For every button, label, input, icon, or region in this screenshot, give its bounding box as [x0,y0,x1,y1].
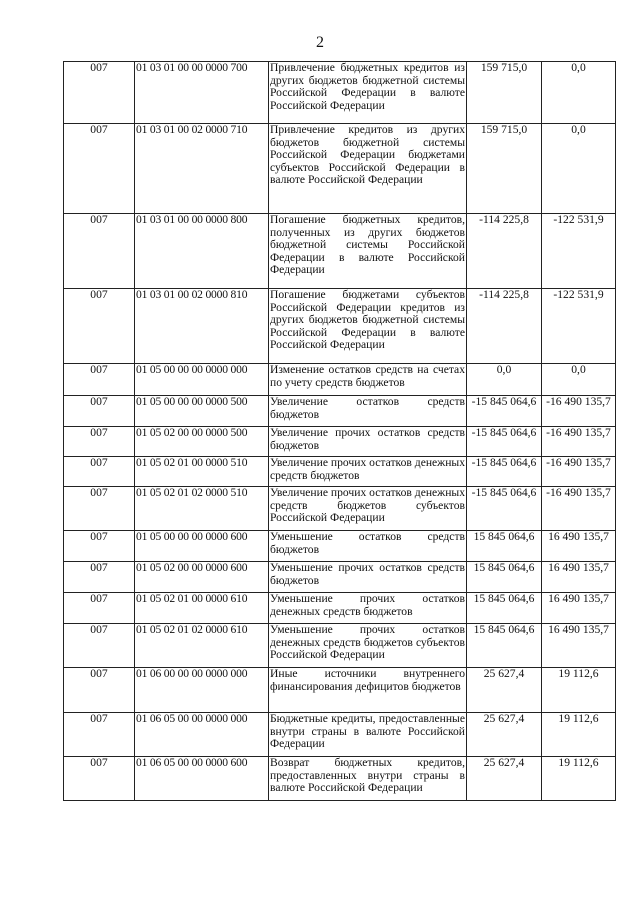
amount-year2-cell: -16 490 135,7 [542,396,616,427]
table-row [64,364,616,396]
amount-year2-cell: -16 490 135,7 [542,487,616,531]
admin-code-cell: 007 [64,124,135,214]
amount-year1-cell: 159 715,0 [467,124,542,214]
admin-code-cell: 007 [64,487,135,531]
table-row [64,593,616,624]
amount-year1-cell: 25 627,4 [467,713,542,757]
admin-code-cell: 007 [64,531,135,562]
source-name-cell: Погашение бюджетами субъектов Российской Федерации кредитов из других бюджетов бюджетной системы Российской Федерации в валюте Российской Федерации [269,289,467,364]
admin-code-cell: 007 [64,562,135,593]
budget-code-cell: 01 06 00 00 00 0000 000 [135,668,269,713]
table-row [64,487,616,531]
table-row [64,214,616,289]
source-name-cell: Погашение бюджетных кредитов, полученных из других бюджетов бюджетной системы Российской Федерации в валюте Российской Федерации [269,214,467,289]
amount-year1-cell: -15 845 064,6 [467,457,542,487]
amount-year2-cell: -122 531,9 [542,289,616,364]
table-row [64,757,616,801]
budget-code-cell: 01 03 01 00 02 0000 810 [135,289,269,364]
admin-code-cell: 007 [64,364,135,396]
amount-year2-cell: 0,0 [542,364,616,396]
amount-year2-cell: -16 490 135,7 [542,457,616,487]
budget-code-cell: 01 03 01 00 00 0000 800 [135,214,269,289]
table-row [64,624,616,668]
amount-year2-cell: 16 490 135,7 [542,531,616,562]
budget-code-cell: 01 05 00 00 00 0000 000 [135,364,269,396]
admin-code-cell: 007 [64,396,135,427]
amount-year1-cell: 0,0 [467,364,542,396]
source-name-cell: Бюджетные кредиты, предоставленные внутри страны в валюте Российской Федерации [269,713,467,757]
source-name-cell: Уменьшение остатков средств бюджетов [269,531,467,562]
amount-year1-cell: 15 845 064,6 [467,593,542,624]
budget-code-cell: 01 03 01 00 02 0000 710 [135,124,269,214]
admin-code-cell: 007 [64,214,135,289]
amount-year2-cell: 16 490 135,7 [542,593,616,624]
table-row [64,289,616,364]
source-name-cell: Увеличение прочих остатков средств бюджетов [269,427,467,457]
amount-year2-cell: 19 112,6 [542,713,616,757]
source-name-cell: Уменьшение прочих остатков денежных средств бюджетов [269,593,467,624]
admin-code-cell: 007 [64,713,135,757]
source-name-cell: Уменьшение прочих остатков денежных средств бюджетов субъектов Российской Федерации [269,624,467,668]
amount-year2-cell: -16 490 135,7 [542,427,616,457]
amount-year2-cell: 0,0 [542,62,616,124]
table-body [64,62,616,801]
admin-code-cell: 007 [64,593,135,624]
budget-code-cell: 01 06 05 00 00 0000 000 [135,713,269,757]
budget-code-cell: 01 05 02 01 02 0000 610 [135,624,269,668]
source-name-cell: Иные источники внутреннего финансирования дефицитов бюджетов [269,668,467,713]
admin-code-cell: 007 [64,427,135,457]
table-row [64,668,616,713]
amount-year2-cell: 16 490 135,7 [542,562,616,593]
budget-code-cell: 01 03 01 00 00 0000 700 [135,62,269,124]
table-row [64,396,616,427]
amount-year1-cell: -15 845 064,6 [467,396,542,427]
budget-code-cell: 01 05 02 01 02 0000 510 [135,487,269,531]
table-row [64,427,616,457]
amount-year1-cell: 15 845 064,6 [467,531,542,562]
source-name-cell: Возврат бюджетных кредитов, предоставленных внутри страны в валюте Российской Федерации [269,757,467,801]
amount-year2-cell: -122 531,9 [542,214,616,289]
amount-year1-cell: -15 845 064,6 [467,487,542,531]
source-name-cell: Привлечение кредитов из других бюджетов бюджетной системы Российской Федерации бюджетами субъектов Российской Федерации в валюте Российской Федерации [269,124,467,214]
amount-year2-cell: 19 112,6 [542,757,616,801]
amount-year2-cell: 0,0 [542,124,616,214]
amount-year1-cell: -15 845 064,6 [467,427,542,457]
source-name-cell: Уменьшение прочих остатков средств бюджетов [269,562,467,593]
table-row [64,562,616,593]
admin-code-cell: 007 [64,668,135,713]
budget-code-cell: 01 05 02 01 00 0000 510 [135,457,269,487]
amount-year1-cell: 15 845 064,6 [467,562,542,593]
budget-code-cell: 01 05 02 00 00 0000 600 [135,562,269,593]
page-number: 2 [316,34,324,51]
admin-code-cell: 007 [64,624,135,668]
admin-code-cell: 007 [64,757,135,801]
source-name-cell: Изменение остатков средств на счетах по учету средств бюджетов [269,364,467,396]
budget-sources-table [63,61,616,801]
table-row [64,62,616,124]
table-row [64,457,616,487]
budget-code-cell: 01 05 02 01 00 0000 610 [135,593,269,624]
source-name-cell: Увеличение прочих остатков денежных средств бюджетов субъектов Российской Федерации [269,487,467,531]
admin-code-cell: 007 [64,457,135,487]
amount-year2-cell: 16 490 135,7 [542,624,616,668]
amount-year1-cell: 25 627,4 [467,757,542,801]
budget-code-cell: 01 05 02 00 00 0000 500 [135,427,269,457]
budget-code-cell: 01 05 00 00 00 0000 600 [135,531,269,562]
budget-code-cell: 01 06 05 00 00 0000 600 [135,757,269,801]
amount-year1-cell: 25 627,4 [467,668,542,713]
source-name-cell: Увеличение остатков средств бюджетов [269,396,467,427]
amount-year1-cell: -114 225,8 [467,214,542,289]
amount-year1-cell: -114 225,8 [467,289,542,364]
source-name-cell: Увеличение прочих остатков денежных средств бюджетов [269,457,467,487]
admin-code-cell: 007 [64,62,135,124]
table-row [64,124,616,214]
amount-year1-cell: 159 715,0 [467,62,542,124]
amount-year2-cell: 19 112,6 [542,668,616,713]
admin-code-cell: 007 [64,289,135,364]
table-row [64,713,616,757]
amount-year1-cell: 15 845 064,6 [467,624,542,668]
table-row [64,531,616,562]
source-name-cell: Привлечение бюджетных кредитов из других бюджетов бюджетной системы Российской Федерации в валюте Российской Федерации [269,62,467,124]
budget-code-cell: 01 05 00 00 00 0000 500 [135,396,269,427]
